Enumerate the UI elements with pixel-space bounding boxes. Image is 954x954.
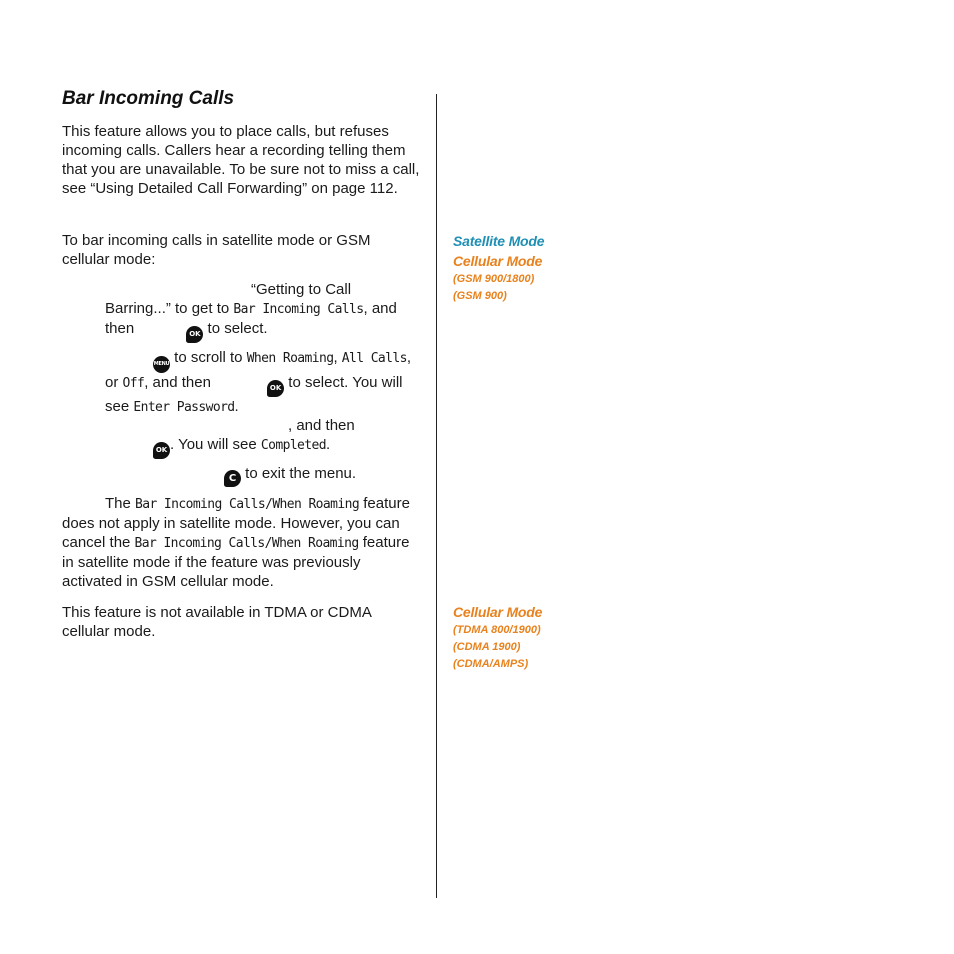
- menu-key-icon: MENU: [153, 356, 170, 373]
- step-1: [105, 280, 421, 343]
- step-1-line-1: [105, 280, 421, 299]
- display-text-bar-when-roaming: Bar Incoming Calls/When Roaming: [134, 536, 359, 551]
- intro-paragraph: This feature allows you to place calls, but refuses incoming calls. Callers hear a recording telling them that you are unavailable. To be sure not to miss a call, see “Using Detailed Call Forwarding” on page 112.: [62, 123, 420, 197]
- cellular-mode-label: Cellular Mode: [453, 604, 543, 620]
- step-1-text: then: [105, 320, 139, 337]
- column-divider: [436, 94, 437, 898]
- step-1-line-2: [105, 299, 421, 319]
- step-3: [105, 416, 421, 459]
- note-paragraph: [62, 494, 422, 591]
- step-3-text: , and then: [288, 417, 355, 434]
- satellite-mode-label: Satellite Mode: [453, 233, 545, 249]
- section-title: Bar Incoming Calls: [62, 88, 235, 109]
- step-4-line-1: [105, 464, 421, 487]
- step-2: [105, 348, 421, 417]
- step-2-text: to scroll to: [170, 349, 247, 366]
- display-text-bar-incoming-calls: Bar Incoming Calls: [233, 302, 364, 317]
- network-label: (CDMA/AMPS): [453, 658, 529, 670]
- network-label: (GSM 900/1800): [453, 273, 535, 285]
- step-2-text: ,: [333, 349, 342, 366]
- step-2-line-2: [105, 373, 421, 397]
- step-2-text: see: [105, 398, 134, 415]
- step-1-text: , and: [363, 300, 397, 317]
- option-all-calls: All Calls: [341, 351, 407, 366]
- display-text-completed: Completed: [260, 438, 326, 453]
- ok-key-icon: OK: [153, 442, 170, 459]
- step-4-text: to exit the menu.: [241, 465, 357, 482]
- option-off: Off: [122, 376, 145, 391]
- ok-key-icon: OK: [186, 326, 203, 343]
- option-when-roaming: When Roaming: [246, 351, 334, 366]
- bar-intro-paragraph: To bar incoming calls in satellite mode or GSM cellular mode:: [62, 232, 371, 268]
- note-text: feature does not apply in satellite mode. However, you can cancel the: [62, 495, 410, 551]
- step-2-text: or: [105, 374, 123, 391]
- step-2-text: ,: [406, 349, 411, 366]
- network-label: (CDMA 1900): [453, 641, 521, 653]
- step-2-text: , and then: [144, 374, 216, 391]
- step-4: [105, 464, 421, 487]
- step-2-line-3: [105, 397, 421, 417]
- display-text-enter-password: Enter Password: [133, 400, 235, 415]
- step-3-line-1: [105, 416, 421, 435]
- cellular-mode-label: Cellular Mode: [453, 253, 543, 269]
- step-3-text: . You will see: [170, 436, 261, 453]
- clear-key-icon: C: [224, 470, 241, 487]
- display-text-bar-when-roaming: Bar Incoming Calls/When Roaming: [135, 497, 360, 512]
- tdma-note-paragraph: This feature is not available in TDMA or CDMA cellular mode.: [62, 604, 372, 640]
- step-3-line-2: [105, 435, 421, 459]
- step-3-text: .: [325, 436, 331, 453]
- step-2-line-1: [105, 348, 421, 373]
- step-1-line-3: [105, 319, 421, 343]
- mode-block-tdma-cdma: [453, 602, 542, 673]
- step-1-text: to select.: [203, 320, 268, 337]
- ok-key-icon: OK: [267, 380, 284, 397]
- step-1-text: Barring...” to get to: [105, 300, 234, 317]
- note-text: feature in satellite mode if the feature was previously activated in GSM cellular mode.: [62, 534, 410, 590]
- mode-block-gsm: [453, 231, 544, 305]
- step-2-text: .: [234, 398, 239, 415]
- step-2-text: to select. You will: [284, 374, 403, 391]
- network-label: (TDMA 800/1900): [453, 624, 541, 636]
- step-1-text: “Getting to Call: [251, 281, 352, 298]
- network-label: (GSM 900): [453, 290, 507, 302]
- note-text: The: [105, 495, 136, 512]
